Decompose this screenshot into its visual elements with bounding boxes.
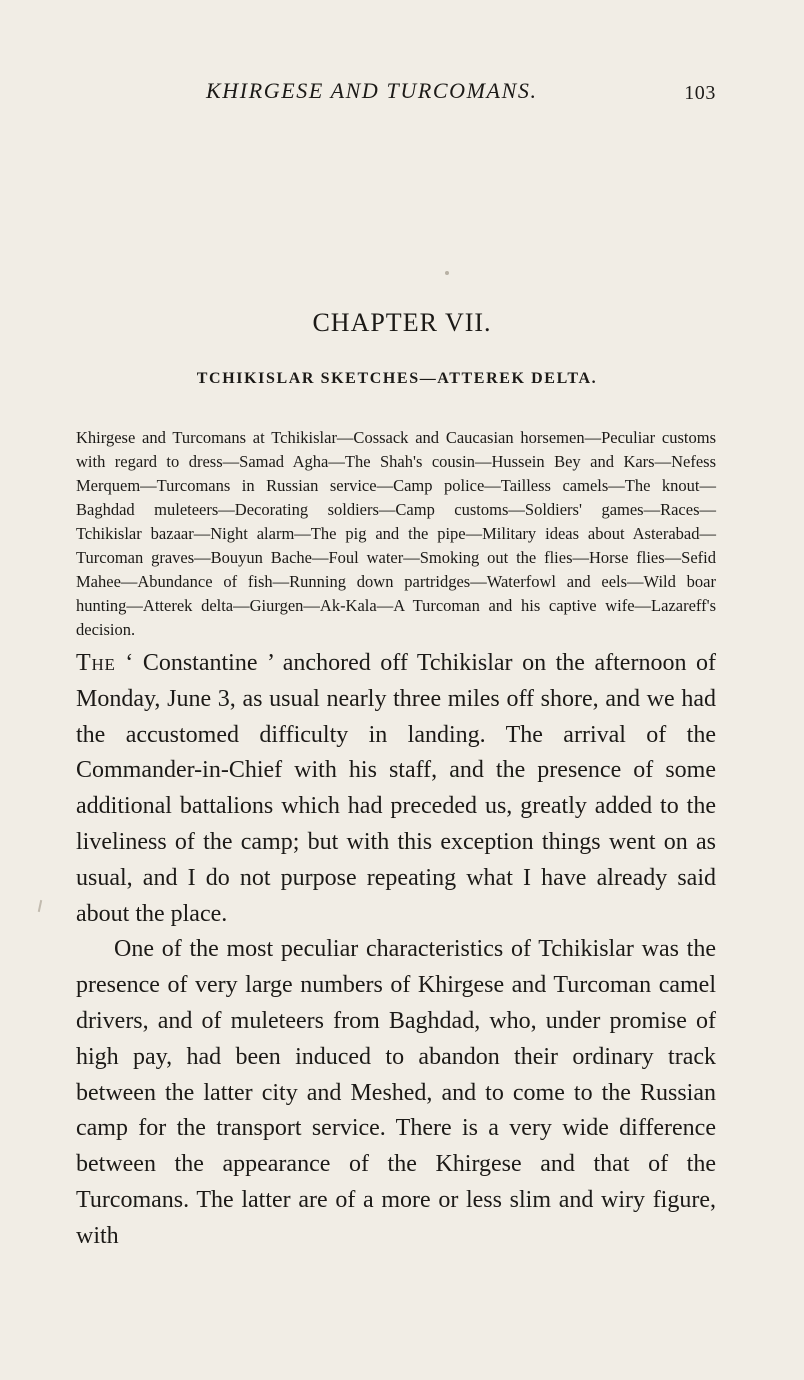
body-text <box>76 646 716 1255</box>
paragraph-1 <box>76 646 716 932</box>
running-head <box>76 78 716 114</box>
paragraph-2: One of the most peculiar characteristics of Tchikislar was the presence of very large numbers of Khirgese and Turcoman camel drivers, and of muleteers from Baghdad, who, under promise of high pay, had been induced to abandon their ordinary track between the latter city and Meshed, and to come to the Russian camp for the transport service. There is a very wide difference between the appearance of the Khirgese and that of the Turcomans. The latter are of a more or less slim and wiry figure, with <box>76 936 716 1249</box>
chapter-subtitle: TCHIKISLAR SKETCHES—ATTEREK DELTA. <box>196 370 598 387</box>
chapter-synopsis: Khirgese and Turcomans at Tchikislar—Cossack and Caucasian horsemen—Peculiar customs with regard to dress—Samad Agha—The Shah's cousin—Hussein Bey and Kars—Nefess Merquem—Turcomans in Russian service—Camp police—Tailless camels—The knout—Baghdad muleteers—Decorating soldiers—Camp customs—Soldiers' games—Races—Tchikislar bazaar—Night alarm—The pig and the pipe—Military ideas about Asterabad—Turcoman graves—Bouyun Bache—Foul water—Smoking out the flies—Horse flies—Sefid Mahee—Abundance of fish—Running down partridges—Waterfowl and eels—Wild boar hunting—Atterek delta—Giurgen—Ak-Kala—A Turcoman and his captive wife—Lazareff's decision. <box>76 428 716 639</box>
running-title: KHIRGESE AND TURCOMANS. <box>206 78 538 103</box>
paragraph-1-text: ‘ Constantine ’ anchored off Tchikislar on the afternoon of Monday, June 3, as usual nearly three miles off shore, and we had the accustomed difficulty in landing. The arrival of the Commander-in-Chief with his staff, and the presence of some additional battalions which had preceded us, greatly added to the liveliness of the camp; but with this exception things went on as usual, and I do not purpose repeating what I have already said about the place. <box>76 650 716 927</box>
opening-word: The <box>76 650 116 676</box>
chapter-title: CHAPTER VII. <box>312 308 492 337</box>
margin-mark <box>38 900 42 912</box>
printing-speck <box>445 271 449 275</box>
page-number: 103 <box>684 82 716 104</box>
